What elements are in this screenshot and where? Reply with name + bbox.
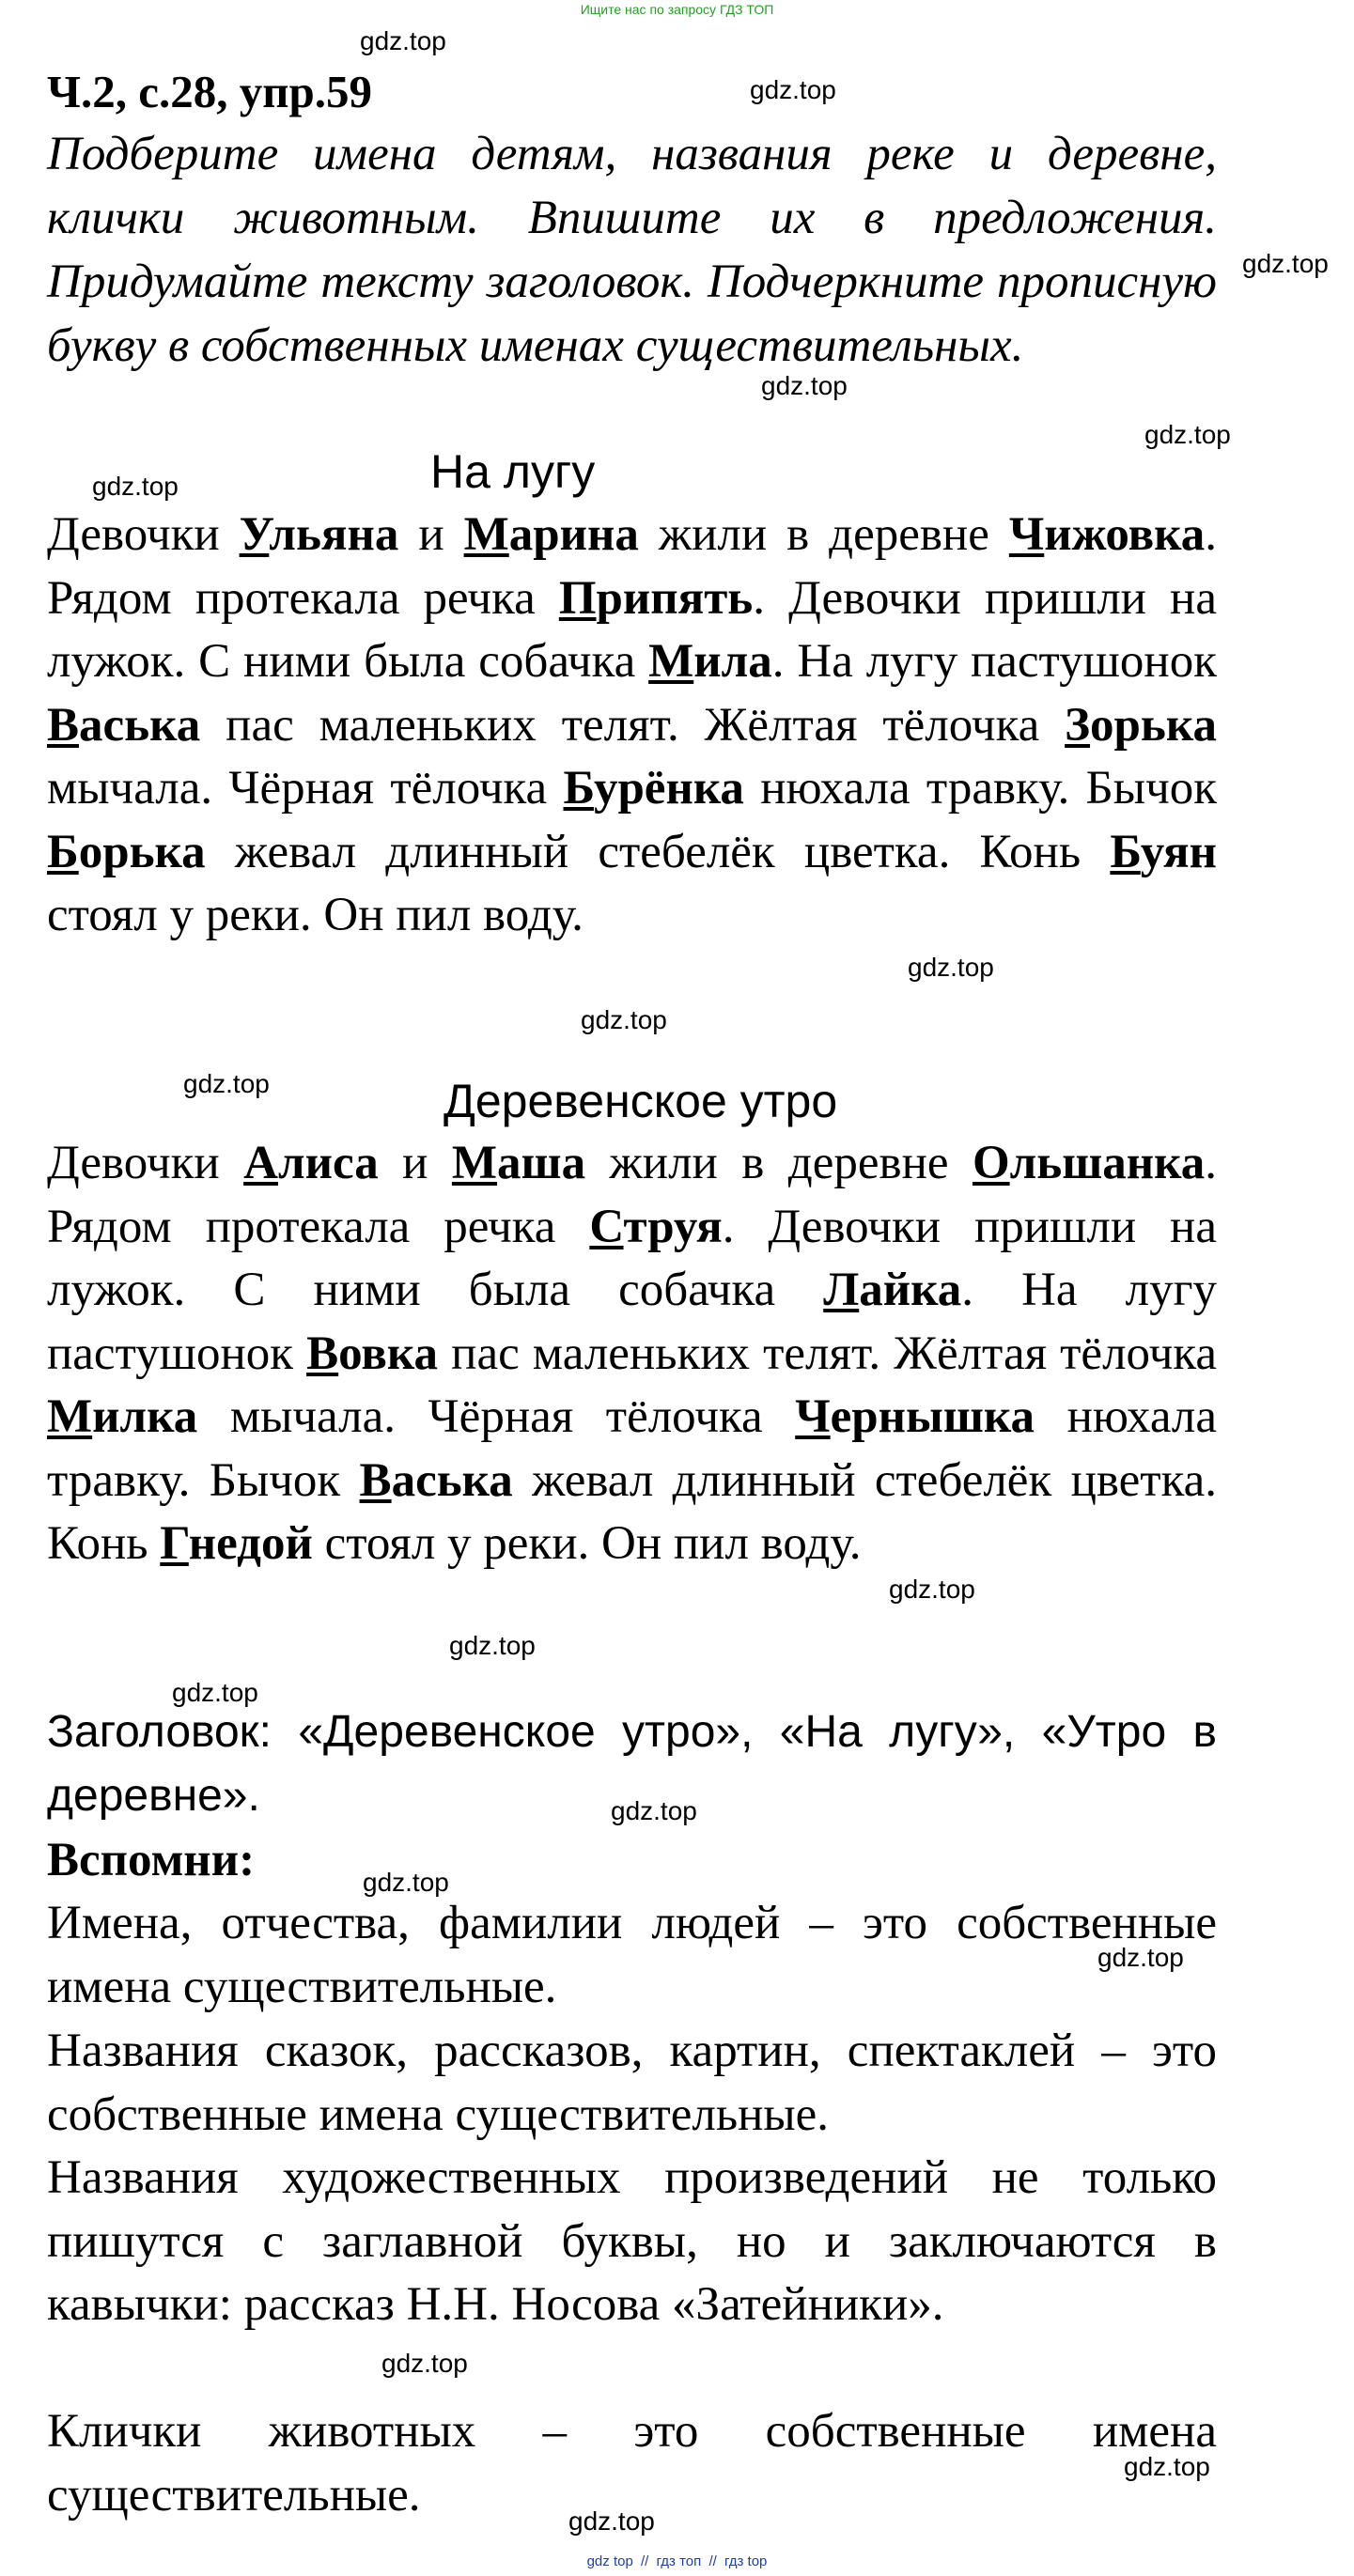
bottom-link[interactable]: гдз топ	[656, 2553, 702, 2569]
story-text-run: жевал длинный стебелёк цветка. Конь	[205, 825, 1111, 878]
link-separator: //	[640, 2553, 649, 2569]
proper-noun-rest: ила	[693, 635, 772, 688]
story2-text	[47, 1132, 1217, 1576]
remember-item: Имена, отчества, фамилии людей – это собственные имена существительные.	[47, 1897, 1217, 2013]
proper-noun-rest: льшанка	[1009, 1137, 1206, 1189]
story-text-run: мычала. Чёрная тёлочка	[47, 762, 564, 815]
proper-noun-rest: аська	[391, 1453, 513, 1507]
bottom-links	[0, 2553, 1354, 2569]
story2-title: Деревенское утро	[444, 1075, 838, 1127]
watermark: gdz.top	[568, 2506, 655, 2536]
task-text: Подберите имена детям, названия реке и деревне, клички животным. Впишите их в предложения. Придумайте тексту заголовок. Подчеркните прописную букву в собственных именах существительных.	[47, 128, 1217, 372]
capital-letter: Г	[160, 1517, 189, 1570]
story-text-run: . Девочки пришли на лужок. С ними была собачка	[47, 1200, 1217, 1316]
proper-noun	[1065, 699, 1217, 752]
proper-noun-rest: недой	[188, 1517, 313, 1570]
proper-noun	[1110, 826, 1217, 878]
story-text-run: стоял у реки. Он пил воду.	[47, 889, 584, 941]
proper-noun	[47, 1390, 197, 1443]
proper-noun	[47, 826, 206, 878]
proper-noun	[452, 1137, 585, 1189]
proper-noun	[648, 635, 772, 688]
proper-noun	[795, 1390, 1035, 1443]
capital-letter: В	[359, 1453, 392, 1507]
proper-noun	[47, 699, 200, 752]
heading-options: Заголовок: «Деревенское утро», «На лугу», «Утро в деревне».	[47, 1707, 1217, 1821]
watermark: gdz.top	[183, 1069, 270, 1098]
watermark: gdz.top	[761, 371, 848, 400]
proper-noun	[360, 1454, 513, 1507]
capital-letter: З	[1065, 698, 1091, 752]
watermark: gdz.top	[1124, 2452, 1210, 2481]
capital-letter: М	[47, 1390, 93, 1443]
proper-noun-rest: орька	[78, 825, 206, 878]
capital-letter: Б	[1110, 825, 1141, 878]
proper-noun-rest: айка	[859, 1264, 962, 1316]
bottom-link[interactable]: гдз top	[724, 2553, 768, 2569]
watermark: gdz.top	[360, 26, 446, 55]
bottom-link[interactable]: gdz top	[586, 2553, 633, 2569]
proper-noun-rest: аша	[497, 1137, 586, 1189]
story-text-run: нюхала травку. Бычок	[47, 1390, 1217, 1507]
watermark: gdz.top	[1097, 1943, 1184, 1972]
watermark: gdz.top	[750, 75, 836, 104]
proper-noun	[563, 762, 743, 815]
story-text-run: и	[378, 1137, 452, 1189]
capital-letter: Ч	[795, 1390, 831, 1443]
watermark: gdz.top	[92, 472, 179, 501]
watermark: gdz.top	[611, 1796, 697, 1825]
story-text-run: жили в деревне	[585, 1137, 973, 1189]
capital-letter: В	[306, 1327, 339, 1380]
story-text-run: . Рядом протекала речка	[47, 508, 1217, 625]
proper-noun-rest: ижовка	[1044, 508, 1206, 561]
capital-letter: Ч	[1008, 508, 1045, 561]
watermark: gdz.top	[1242, 249, 1329, 278]
proper-noun	[464, 508, 639, 561]
story-text-run: . Рядом протекала речка	[47, 1137, 1217, 1253]
watermark: gdz.top	[449, 1631, 536, 1660]
exercise-header: Ч.2, с.28, упр.59	[47, 66, 372, 117]
watermark: gdz.top	[363, 1868, 449, 1897]
story-text-run: нюхала травку. Бычок	[743, 762, 1217, 815]
proper-noun-rest: уян	[1140, 825, 1217, 878]
watermark: gdz.top	[908, 953, 994, 982]
watermark: gdz.top	[172, 1678, 258, 1707]
story1-text	[47, 504, 1217, 948]
remember-label: Вспомни:	[47, 1834, 256, 1886]
watermark: gdz.top	[889, 1575, 975, 1604]
capital-letter: М	[463, 508, 509, 561]
story-text-run: мычала. Чёрная тёлочка	[197, 1390, 796, 1443]
proper-noun-rest: овка	[338, 1327, 439, 1380]
capital-letter: В	[47, 698, 80, 752]
capital-letter: С	[589, 1200, 624, 1253]
story-text-run: стоял у реки. Он пил воду.	[312, 1517, 862, 1570]
story-text-run: жевал длинный стебелёк цветка. Конь	[47, 1453, 1217, 1570]
remember-item: Клички животных – это собственные имена существительные.	[47, 2405, 1217, 2522]
story-text-run: . На лугу пастушонок	[47, 1264, 1217, 1380]
capital-letter: Б	[47, 825, 79, 878]
story1-title: На лугу	[430, 445, 596, 498]
proper-noun-rest: рипять	[596, 571, 754, 625]
story-text-run: пас маленьких телят. Жёлтая тёлочка	[200, 698, 1066, 752]
capital-letter: Б	[563, 762, 594, 815]
proper-noun-rest: труя	[623, 1200, 723, 1253]
capital-letter: П	[558, 571, 597, 625]
story-text-run: и	[398, 508, 464, 561]
watermark: gdz.top	[381, 2349, 468, 2378]
story-text-run: пас маленьких телят. Жёлтая тёлочка	[438, 1327, 1217, 1380]
capital-letter: М	[648, 635, 694, 688]
proper-noun	[306, 1327, 438, 1380]
capital-letter: М	[451, 1137, 498, 1189]
proper-noun	[589, 1201, 722, 1253]
top-banner[interactable]: Ищите нас по запросу ГДЗ ТОП	[580, 2, 774, 17]
remember-item: Названия сказок, рассказов, картин, спектаклей – это собственные имена существительные.	[47, 2025, 1217, 2141]
story-text-run: Девочки	[47, 508, 240, 561]
story-text-run: Девочки	[47, 1137, 244, 1189]
proper-noun-rest: ернышка	[830, 1390, 1035, 1443]
proper-noun	[823, 1264, 961, 1316]
proper-noun	[160, 1517, 313, 1570]
proper-noun-rest: арина	[508, 508, 639, 561]
proper-noun	[240, 508, 399, 561]
proper-noun-rest: урёнка	[593, 762, 744, 815]
proper-noun-rest: аська	[79, 698, 201, 752]
capital-letter: Л	[823, 1264, 860, 1316]
proper-noun	[243, 1137, 379, 1189]
proper-noun	[1009, 508, 1205, 561]
capital-letter: А	[243, 1137, 278, 1189]
proper-noun-rest: льяна	[269, 508, 399, 561]
story-text-run: . Девочки пришли на лужок. С ними была собачка	[47, 571, 1217, 688]
remember-item: Названия художественных произведений не только пишутся с заглавной буквы, но и заключаются в кавычки: рассказ Н.Н. Носова «Затейники».	[47, 2151, 1217, 2331]
story-text-run: . На лугу пастушонок	[771, 635, 1217, 688]
proper-noun-rest: орька	[1090, 698, 1217, 752]
proper-noun	[559, 572, 753, 625]
story-text-run: жили в деревне	[638, 508, 1009, 561]
proper-noun-rest: лиса	[277, 1137, 379, 1189]
watermark: gdz.top	[1144, 420, 1231, 449]
proper-noun-rest: илка	[92, 1390, 198, 1443]
link-separator: //	[708, 2553, 717, 2569]
capital-letter: О	[972, 1137, 1010, 1189]
capital-letter: У	[239, 508, 270, 561]
watermark: gdz.top	[581, 1005, 667, 1034]
proper-noun	[973, 1137, 1205, 1189]
